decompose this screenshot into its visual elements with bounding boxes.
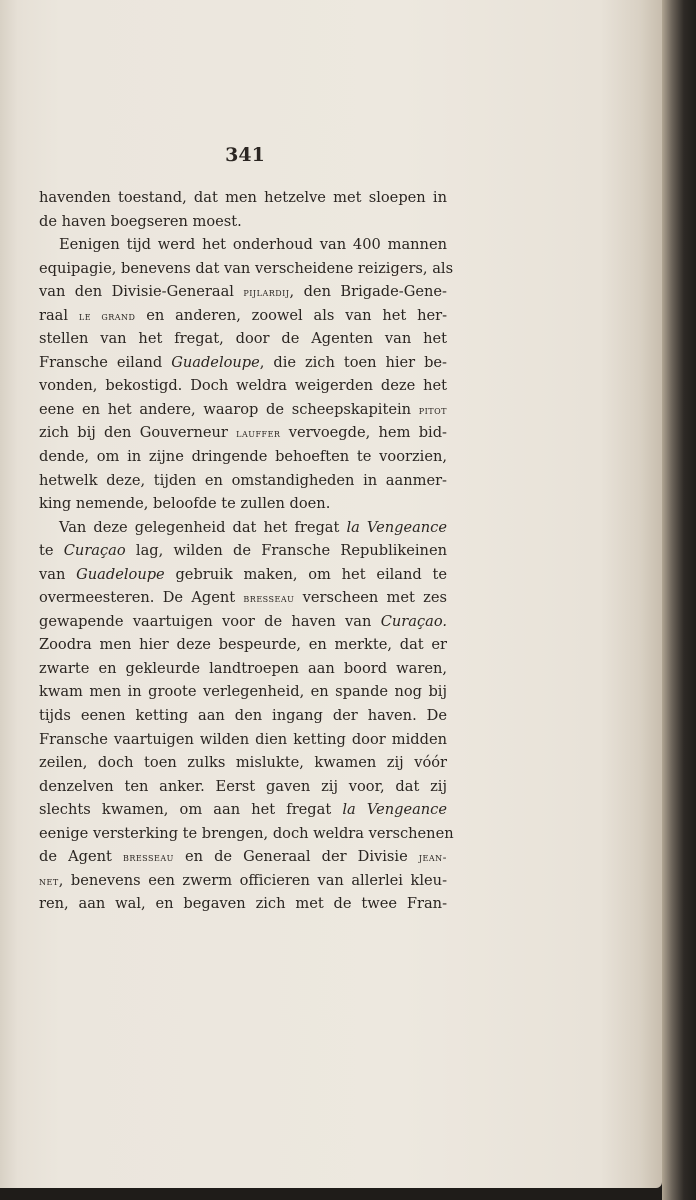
text-segment: Zoodra men hier deze bespeurde, en merkte, dat er (39, 636, 447, 654)
text-line (39, 445, 447, 469)
italic-text: Curaçao. (380, 612, 447, 630)
text-segment: verscheen met zes (294, 589, 447, 607)
text-line (39, 751, 447, 775)
text-line (39, 327, 447, 351)
italic-text: Curaçao (63, 542, 126, 560)
small-caps-name: bresseau (243, 591, 295, 606)
text-line (39, 892, 447, 916)
small-caps-name: bresseau (122, 850, 174, 865)
text-line (39, 539, 447, 563)
text-line (39, 586, 447, 610)
small-caps-name: pitot (418, 402, 447, 417)
body-text (39, 186, 454, 916)
text-segment: dende, om in zijne dringende behoeften te voorzien, (39, 448, 447, 466)
text-segment: equipagie, benevens dat van verscheidene reizigers, als (39, 259, 454, 277)
text-line (39, 869, 447, 893)
text-line (39, 704, 447, 728)
text-segment: tijds eenen ketting aan den ingang der haven. De (39, 707, 447, 725)
text-segment: ren, aan wal, en begaven zich met de twee Fran- (39, 895, 447, 913)
text-line (39, 845, 447, 869)
text-segment: van den Divisie-Generaal (39, 283, 244, 301)
text-line (39, 633, 447, 657)
text-segment: king nemende, beloofde te zullen doen. (39, 495, 331, 513)
text-segment: vonden, bekostigd. Doch weldra weigerden deze het (39, 377, 447, 395)
text-segment: havenden toestand, dat men hetzelve met sloepen in (39, 189, 447, 206)
small-caps-name: lauffer (236, 426, 281, 441)
text-line (39, 657, 447, 681)
italic-text: Guadeloupe (76, 565, 165, 583)
text-segment: vervoegde, hem bid- (280, 424, 447, 442)
text-segment: slechts kwamen, om aan het fregat (39, 801, 343, 819)
text-segment: hetwelk deze, tijden en omstandigheden in aanmer- (39, 471, 447, 489)
text-segment: stellen van het fregat, door de Agenten van het (39, 330, 447, 348)
text-line (39, 775, 447, 799)
small-caps-name: pijlardij (243, 285, 290, 300)
text-segment: , die zich toen hier be- (259, 353, 447, 371)
text-line (39, 563, 447, 587)
text-line (39, 351, 447, 375)
small-caps-name: net (39, 873, 59, 888)
text-line (39, 210, 447, 234)
small-caps-name: jean- (418, 850, 447, 865)
text-segment: denzelven ten anker. Eerst gaven zij voor, dat zij (39, 777, 447, 795)
text-segment: Fransche vaartuigen wilden dien ketting door midden (39, 730, 447, 748)
text-segment: , den Brigade-Gene- (289, 283, 447, 301)
italic-text: la Vengeance (342, 801, 447, 819)
text-segment: Van deze gelegenheid dat het fregat (59, 518, 347, 536)
text-line (39, 516, 447, 540)
text-segment: eenige versterking te brengen, doch weldra verschenen (39, 824, 454, 842)
text-segment: zwarte en gekleurde landtroepen aan boord waren, (39, 659, 447, 677)
text-line (39, 492, 447, 516)
text-segment: eene en het andere, waarop de scheepskapitein (39, 400, 419, 418)
text-segment: overmeesteren. De Agent (39, 589, 244, 607)
text-line (39, 610, 447, 634)
text-segment: lag, wilden de Fransche Republikeinen (125, 542, 447, 560)
text-line (39, 398, 447, 422)
text-segment: Fransche eiland (39, 353, 172, 371)
text-segment: de Agent (39, 848, 123, 866)
text-line (39, 304, 447, 328)
text-segment: zich bij den Gouverneur (39, 424, 237, 442)
text-line (39, 280, 447, 304)
text-segment: gewapende vaartuigen voor de haven van (39, 612, 381, 630)
text-line (39, 186, 447, 210)
text-line (39, 680, 447, 704)
text-line (39, 728, 447, 752)
text-line (39, 469, 447, 493)
text-segment: en anderen, zoowel als van het her- (135, 306, 448, 324)
text-segment: en de Generaal der Divisie (173, 848, 419, 866)
text-segment: te (39, 542, 64, 560)
text-segment: de haven boegseren moest. (39, 212, 242, 230)
italic-text: Guadeloupe (171, 353, 260, 371)
text-line (39, 822, 454, 846)
text-segment: van (39, 565, 77, 583)
italic-text: la Vengeance (346, 518, 447, 536)
page-edge-shadow (662, 0, 696, 1200)
text-segment: kwam men in groote verlegenheid, en spande nog bij (39, 683, 447, 701)
page-number: 341 (225, 144, 265, 166)
text-line (39, 798, 447, 822)
text-segment: raal (39, 306, 79, 324)
text-segment: zeilen, doch toen zulks mislukte, kwamen zij vóór (39, 754, 447, 772)
text-segment: , benevens een zwerm officieren van allerlei kleu- (58, 871, 447, 889)
text-line (39, 374, 447, 398)
text-segment: gebruik maken, om het eiland te (164, 565, 448, 583)
text-line (39, 233, 447, 257)
text-segment: Eenigen tijd werd het onderhoud van 400 mannen (59, 236, 447, 254)
text-line (39, 421, 447, 445)
text-line (39, 257, 454, 281)
small-caps-name: le grand (78, 308, 136, 323)
